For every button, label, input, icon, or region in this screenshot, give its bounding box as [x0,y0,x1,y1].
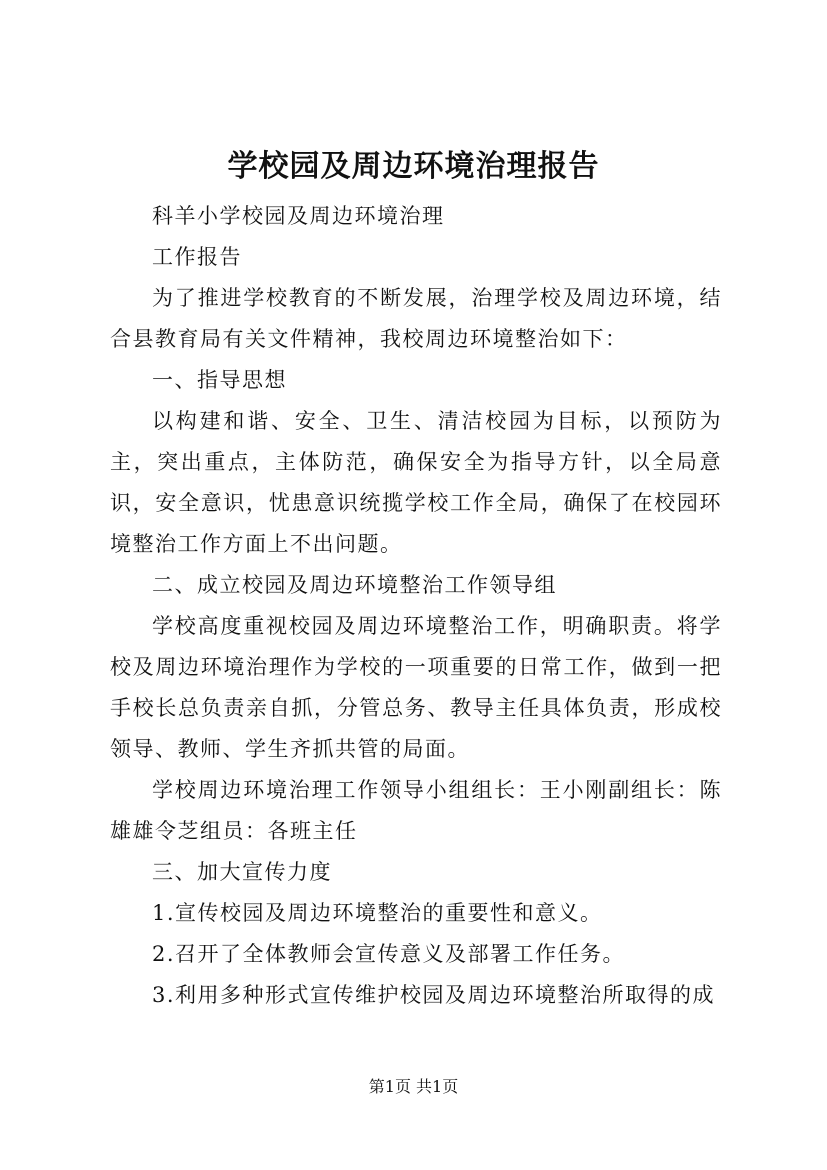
list-item-publicity-3: 3.利用多种形式宣传维护校园及周边环境整治所取得的成 [152,983,716,1007]
list-item-publicity-2: 2.召开了全体教师会宣传意义及部署工作任务。 [152,942,626,966]
paragraph-report-label: 工作报告 [152,245,242,269]
paragraph-school-name: 科羊小学校园及周边环境治理 [152,204,445,228]
paragraph-guiding-thought: 以构建和谐、安全、卫生、清洁校园为目标，以预防为主，突出重点，主体防范，确保安全为指导方针，以全局意识，安全意识，忧患意识统揽学校工作全局，确保了在校园环境整治工作方面上不出问题。 [110,409,722,556]
heading-leadership-group: 二、成立校园及周边环境整治工作领导组 [152,573,557,597]
heading-publicity: 三、加大宣传力度 [152,860,332,884]
list-item-publicity-1: 1.宣传校园及周边环境整治的重要性和意义。 [152,901,603,925]
heading-guiding-thought: 一、指导思想 [152,368,287,392]
paragraph-leadership-duties: 学校高度重视校园及周边环境整治工作，明确职责。将学校及周边环境治理作为学校的一项重要的日常工作，做到一把手校长总负责亲自抓，分管总务、教导主任具体负责，形成校领导、教师、学生齐抓共管的局面。 [110,614,722,761]
page-footer: 第1页 共1页 [368,1077,459,1096]
paragraph-intro: 为了推进学校教育的不断发展，治理学校及周边环境，结合县教育局有关文件精神，我校周边环境整治如下： [110,286,722,351]
document-title: 学校园及周边环境治理报告 [227,149,600,184]
paragraph-group-members: 学校周边环境治理工作领导小组组长：王小刚副组长：陈雄雄令芝组员：各班主任 [110,778,722,843]
document-body [110,196,722,1016]
